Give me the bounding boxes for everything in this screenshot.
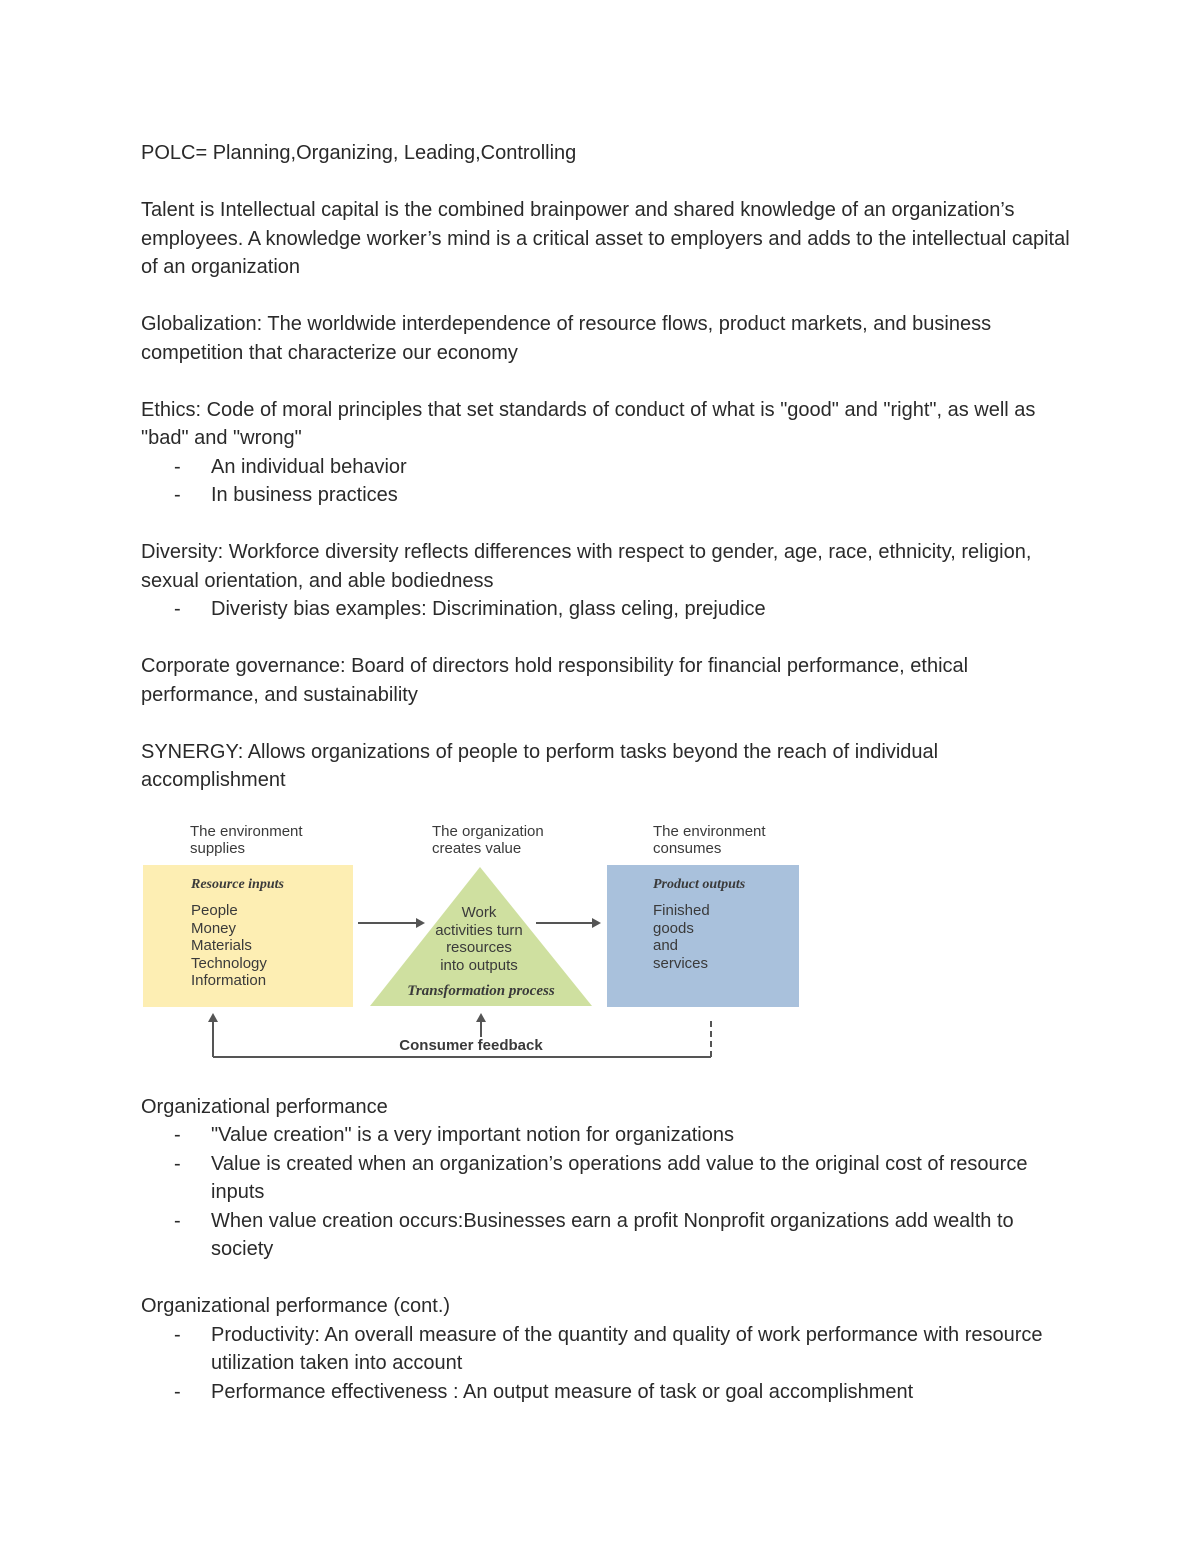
document-content	[141, 139, 1071, 1406]
consumer-feedback-label: Consumer feedback	[399, 1037, 543, 1054]
list-item: - Diveristy bias examples: Discrimination, glass celing, prejudice	[141, 595, 1071, 624]
dash-bullet: -	[174, 484, 181, 506]
list-item: - Performance effectiveness : An output measure of task or goal accomplishment	[141, 1378, 1071, 1407]
list-item: - "Value creation" is a very important notion for organizations	[141, 1121, 1071, 1150]
synergy-paragraph: SYNERGY: Allows organizations of people to perform tasks beyond the reach of individual accomplishment	[141, 740, 939, 791]
diversity-paragraph: Diversity: Workforce diversity reflects differences with respect to gender, age, race, ethnicity, religion, sexual orientation, and able bodiedness	[141, 541, 1032, 592]
dash-bullet: -	[174, 455, 181, 478]
input-arrow-icon	[358, 918, 425, 928]
resource-inputs-title: Resource inputs	[191, 877, 284, 892]
org-creates-label: The organization creates value	[432, 823, 544, 857]
list-item: - In business practices	[141, 481, 1071, 510]
list-item: - An individual behavior	[141, 453, 1071, 482]
performance-list	[141, 1121, 1071, 1264]
globalization-paragraph: Globalization: The worldwide interdependence of resource flows, product markets, and business competition that characterize our economy	[141, 313, 992, 364]
product-outputs-list: Finished goods and services	[653, 902, 710, 972]
transformation-text: Work activities turn resources into outputs	[435, 904, 523, 974]
ethics-list	[141, 453, 1071, 510]
resource-inputs-list: People Money Materials Technology Information	[191, 902, 267, 989]
dash-bullet: -	[174, 598, 181, 620]
governance-paragraph: Corporate governance: Board of directors hold responsibility for financial performance, ethical performance, and sustainability	[141, 655, 969, 706]
transformation-diagram	[141, 815, 806, 1065]
env-consumes-label: The environment consumes	[653, 823, 766, 857]
list-item: - Value is created when an organization’s operations add value to the original cost of resource inputs	[141, 1150, 1071, 1207]
dash-bullet: -	[174, 1323, 181, 1346]
dash-bullet: -	[174, 1380, 181, 1403]
dash-bullet: -	[174, 1124, 181, 1146]
ethics-paragraph: Ethics: Code of moral principles that set standards of conduct of what is "good" and "right", as well as "bad" and "wrong"	[141, 398, 1036, 449]
diversity-list	[141, 595, 1071, 624]
performance-cont-list	[141, 1321, 1071, 1407]
product-outputs-box	[607, 865, 799, 1007]
performance-cont-heading: Organizational performance (cont.)	[141, 1295, 451, 1317]
transformation-title: Transformation process	[407, 983, 555, 999]
output-arrow-icon	[536, 918, 601, 928]
dash-bullet: -	[174, 1209, 181, 1232]
list-item: - When value creation occurs:Businesses earn a profit Nonprofit organizations add wealth to society	[141, 1207, 1071, 1264]
list-item: - Productivity: An overall measure of the quantity and quality of work performance with resource utilization taken into account	[141, 1321, 1071, 1378]
env-supplies-label: The environment supplies	[190, 823, 303, 857]
talent-paragraph: Talent is Intellectual capital is the combined brainpower and shared knowledge of an organization’s employees. A knowledge worker’s mind is a critical asset to employers and adds to the intellectual capital of an organization	[141, 199, 1070, 278]
polc-line: POLC= Planning,Organizing, Leading,Controlling	[141, 142, 577, 164]
dash-bullet: -	[174, 1152, 181, 1175]
product-outputs-title: Product outputs	[653, 877, 746, 892]
performance-heading: Organizational performance	[141, 1095, 388, 1118]
